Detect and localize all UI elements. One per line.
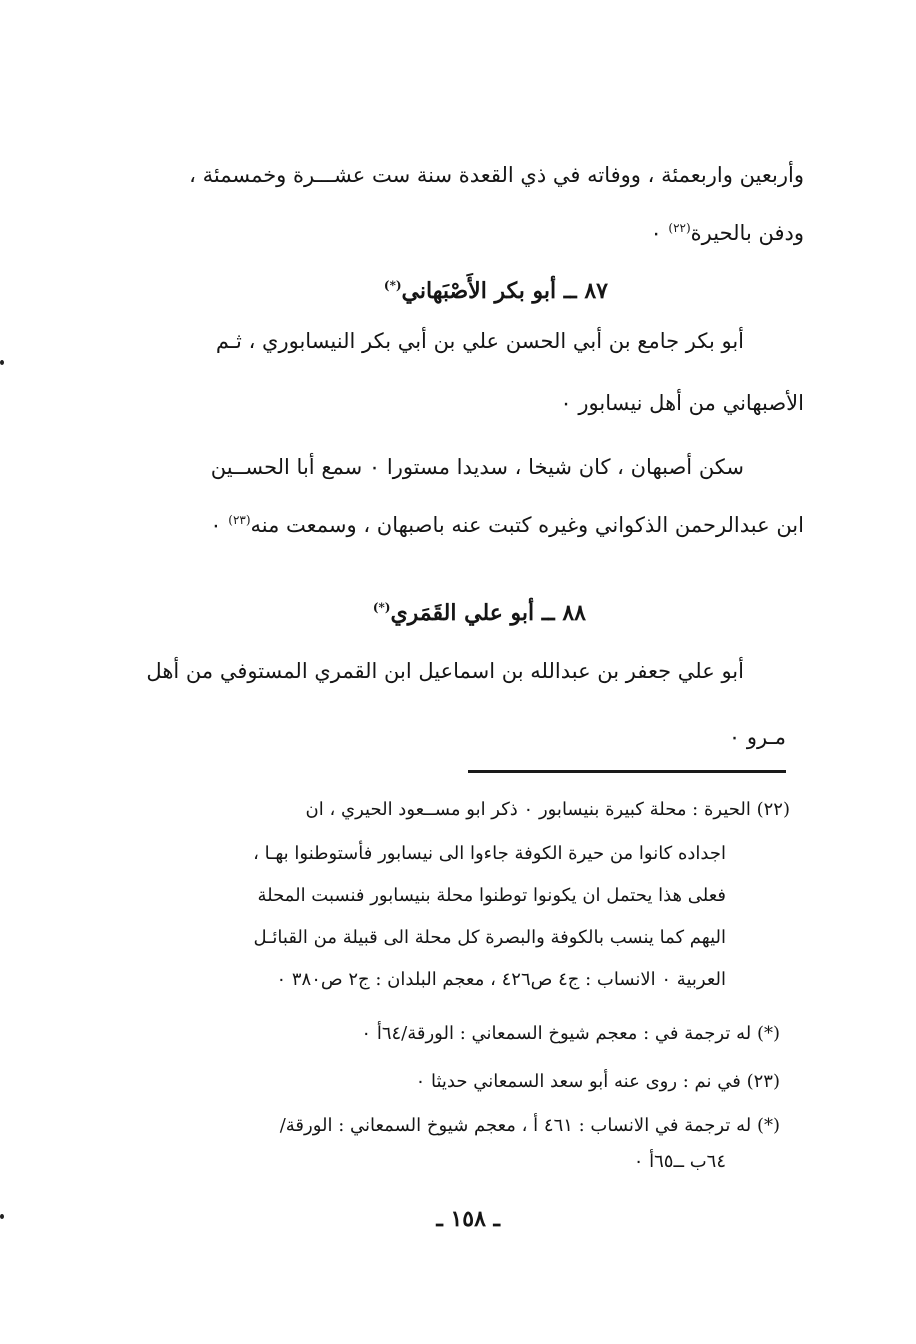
footnote-ref-23: (٢٣): [228, 513, 251, 527]
scan-speck: [0, 1214, 4, 1219]
entry87-p2-line2: [210, 510, 804, 540]
page-number: ـ ١٥٨ ـ: [436, 1206, 500, 1232]
entry86-line1: وأربعين واربعمئة ، ووفاته في ذي القعدة سنة ست عشـــرة وخمسمئة ،: [189, 163, 804, 187]
entry87-p2-line1: سكن أصبهان ، كان شيخا ، سديدا مستورا ٠ سمع أبا الحســين: [210, 455, 744, 479]
entry86-line2-text: ودفن بالحيرة: [690, 221, 804, 245]
footnote-ref-22: (٢٢): [668, 221, 691, 235]
entry88-heading: [373, 598, 586, 628]
footnote-star-2-line2: ٦٤ب ــ٦٥أ ٠: [633, 1151, 726, 1172]
entry87-p1-line2: الأصبهاني من أهل نيسابور ٠: [560, 391, 804, 415]
entry88-p1-line2: مـرو ٠: [728, 725, 786, 749]
footnote-22-line2: اجداده كانوا من حيرة الكوفة جاءوا الى نيسابور فأستوطنوا بهـا ،: [253, 843, 726, 864]
entry88-heading-text: ٨٨ ــ أبو علي القَمَري: [390, 600, 586, 626]
entry87-p2-line2-end: ٠: [210, 513, 222, 537]
footnote-22-line3: فعلى هذا يحتمل ان يكونوا توطنوا محلة بنيسابور فنسبت المحلة: [257, 885, 726, 906]
footnote-star-2-line1: (*) له ترجمة في الانساب : ٤٦١ أ ، معجم شيوخ السمعاني : الورقة/: [279, 1115, 780, 1136]
scan-speck: [0, 360, 4, 365]
entry86-line2: [650, 218, 804, 248]
footnote-star-1: (*) له ترجمة في : معجم شيوخ السمعاني : الورقة/٦٤أ ٠: [361, 1023, 780, 1044]
footnote-23: (٢٣) في نم : روى عنه أبو سعد السمعاني حديثا ٠: [415, 1071, 780, 1092]
footnote-22-line5: العربية ٠ الانساب : ج٤ ص٤٢٦ ، معجم البلدان : ج٢ ص٣٨٠ ٠: [276, 969, 726, 990]
entry87-p1-line1: أبو بكر جامع بن أبي الحسن علي بن أبي بكر النيسابوري ، ثـم: [215, 329, 744, 353]
entry87-heading-mark: (*): [383, 278, 402, 293]
footnote-22-line4: اليهم كما ينسب بالكوفة والبصرة كل محلة الى قبيلة من القبائـل: [253, 927, 726, 948]
entry88-heading-mark: (*): [372, 600, 391, 615]
entry87-p2-line2-text: ابن عبدالرحمن الذكواني وغيره كتبت عنه باصبهان ، وسمعت منه: [250, 513, 804, 537]
entry87-heading: [384, 276, 608, 306]
footnote-22-line1: (٢٢) الحيرة : محلة كبيرة بنيسابور ٠ ذكر ابو مســعود الحيري ، ان: [305, 799, 790, 820]
entry88-p1-line1: أبو علي جعفر بن عبدالله بن اسماعيل ابن القمري المستوفي من أهل: [146, 659, 744, 683]
entry86-line2-end: ٠: [650, 221, 662, 245]
entry87-heading-text: ٨٧ ــ أبو بكر الأَصْبَهاني: [401, 278, 608, 304]
footnote-separator: [468, 770, 786, 773]
